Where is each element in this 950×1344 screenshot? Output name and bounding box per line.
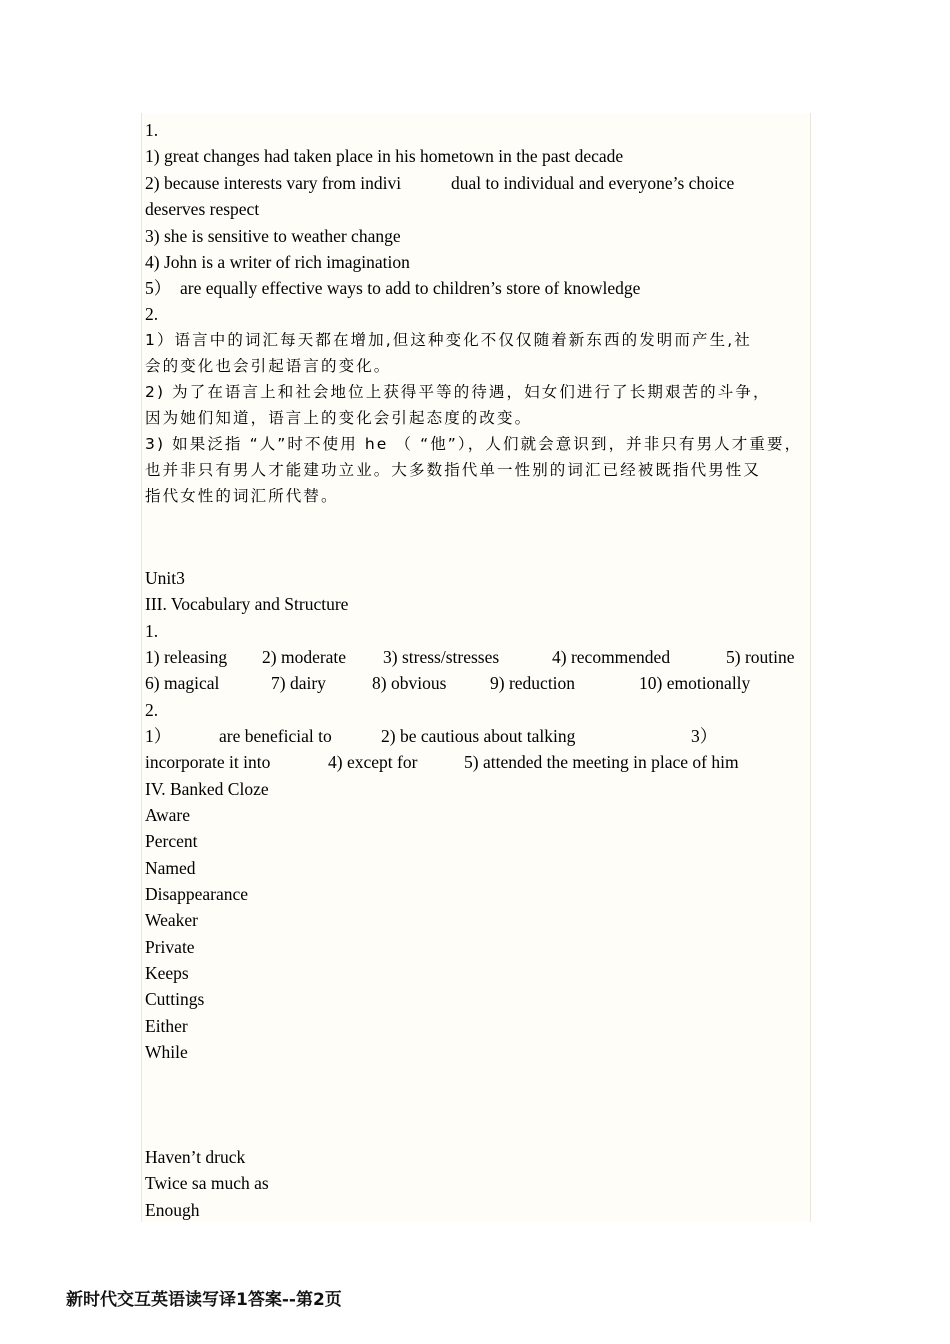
unit3-title: Unit3 [145,568,185,588]
u3-ex2-answer-1-text: are beneficial to [219,726,332,746]
u2-ex2-label: 2. [145,304,159,324]
u2-ex1-item-5 [145,277,641,299]
u2-ex2-line-2: 会的变化也会引起语言的变化。 [145,357,392,375]
banked-cloze-answer-2: Percent [145,831,198,851]
u2-ex1-item-5-text: are equally effective ways to add to children’s store of knowledge [180,278,641,298]
u3-ex2-answer-5: 5) attended the meeting in place of him [464,752,739,772]
u3-ex2-answer-2: 2) be cautious about talking [381,726,576,746]
u3-ex1-answer-1: 1) releasing [145,647,228,667]
u2-ex1-item-4: 4) John is a writer of rich imagination [145,252,410,272]
u2-ex1-item-1: 1) great changes had taken place in his hometown in the past decade [145,146,624,166]
u3-ex2-label: 2. [145,700,159,720]
extra-answer-2: Twice sa much as [145,1173,269,1193]
banked-cloze-heading: IV. Banked Cloze [145,779,269,799]
u3-ex2-answer-1-number: 1） [145,726,172,746]
document-page-panel [141,113,811,1222]
u2-ex1-item-3: 3) she is sensitive to weather change [145,226,401,246]
u3-ex1-answer-6: 6) magical [145,673,220,693]
banked-cloze-answer-8: Cuttings [145,989,205,1009]
u3-ex1-answer-5: 5) routine [726,647,795,667]
u3-ex1-label: 1. [145,621,159,641]
banked-cloze-answer-6: Private [145,937,195,957]
u2-ex2-line-7: 指代女性的词汇所代替。 [145,487,339,505]
banked-cloze-answer-9: Either [145,1016,188,1036]
u2-ex1-item-2-cont: deserves respect [145,199,260,219]
u3-ex1-answer-2: 2) moderate [262,647,347,667]
extra-answer-1: Haven’t druck [145,1147,246,1167]
u3-ex2-row-2 [145,751,739,773]
u2-ex1-label: 1. [145,120,159,140]
u2-ex2-line-3: 2) 为了在语言上和社会地位上获得平等的待遇，妇女们进行了长期艰苦的斗争， [145,383,771,401]
u3-ex1-answer-4: 4) recommended [552,647,671,667]
u3-ex1-answer-3: 3) stress/stresses [383,647,500,667]
u2-ex2-line-6: 也并非只有男人才能建功立业。大多数指代单一性别的词汇已经被既指代男性又 [145,461,762,479]
vocabulary-structure-heading: III. Vocabulary and Structure [145,594,349,614]
u2-ex1-item-2-part-b: dual to individual and everyone’s choice [451,173,735,193]
u3-ex1-answer-9: 9) reduction [490,673,576,693]
u3-ex1-row-1 [145,646,795,668]
u3-ex1-answer-10: 10) emotionally [639,673,751,693]
page-footer: 新时代交互英语读写译1答案--第2页 [66,1290,342,1310]
u2-ex2-line-5: 3) 如果泛指 “人”时不使用 he （ “他”），人们就会意识到，并非只有男人才重要， [145,435,803,453]
u3-ex2-answer-3-number: 3） [691,726,718,746]
banked-cloze-answer-7: Keeps [145,963,189,983]
u3-ex1-row-2 [145,672,751,694]
u3-ex1-answer-8: 8) obvious [372,673,447,693]
u3-ex2-answer-4: 4) except for [328,752,418,772]
u3-ex1-answer-7: 7) dairy [271,673,326,693]
u3-ex2-answer-3-text: incorporate it into [145,752,271,772]
u3-ex2-row-1 [145,725,718,747]
extra-answer-3: Enough [145,1200,200,1220]
banked-cloze-answer-4: Disappearance [145,884,248,904]
u2-ex2-line-4: 因为她们知道，语言上的变化会引起态度的改变。 [145,409,533,427]
u2-ex1-item-2-part-a: 2) because interests vary from indivi [145,173,402,193]
banked-cloze-answer-10: While [145,1042,188,1062]
banked-cloze-answer-5: Weaker [145,910,198,930]
u2-ex1-item-5-number: 5） [145,278,172,298]
u2-ex2-line-1: 1）语言中的词汇每天都在增加,但这种变化不仅仅随着新东西的发明而产生,社 [145,331,752,349]
banked-cloze-answer-1: Aware [145,805,191,825]
banked-cloze-answer-3: Named [145,858,196,878]
u2-ex1-item-2 [145,172,735,194]
